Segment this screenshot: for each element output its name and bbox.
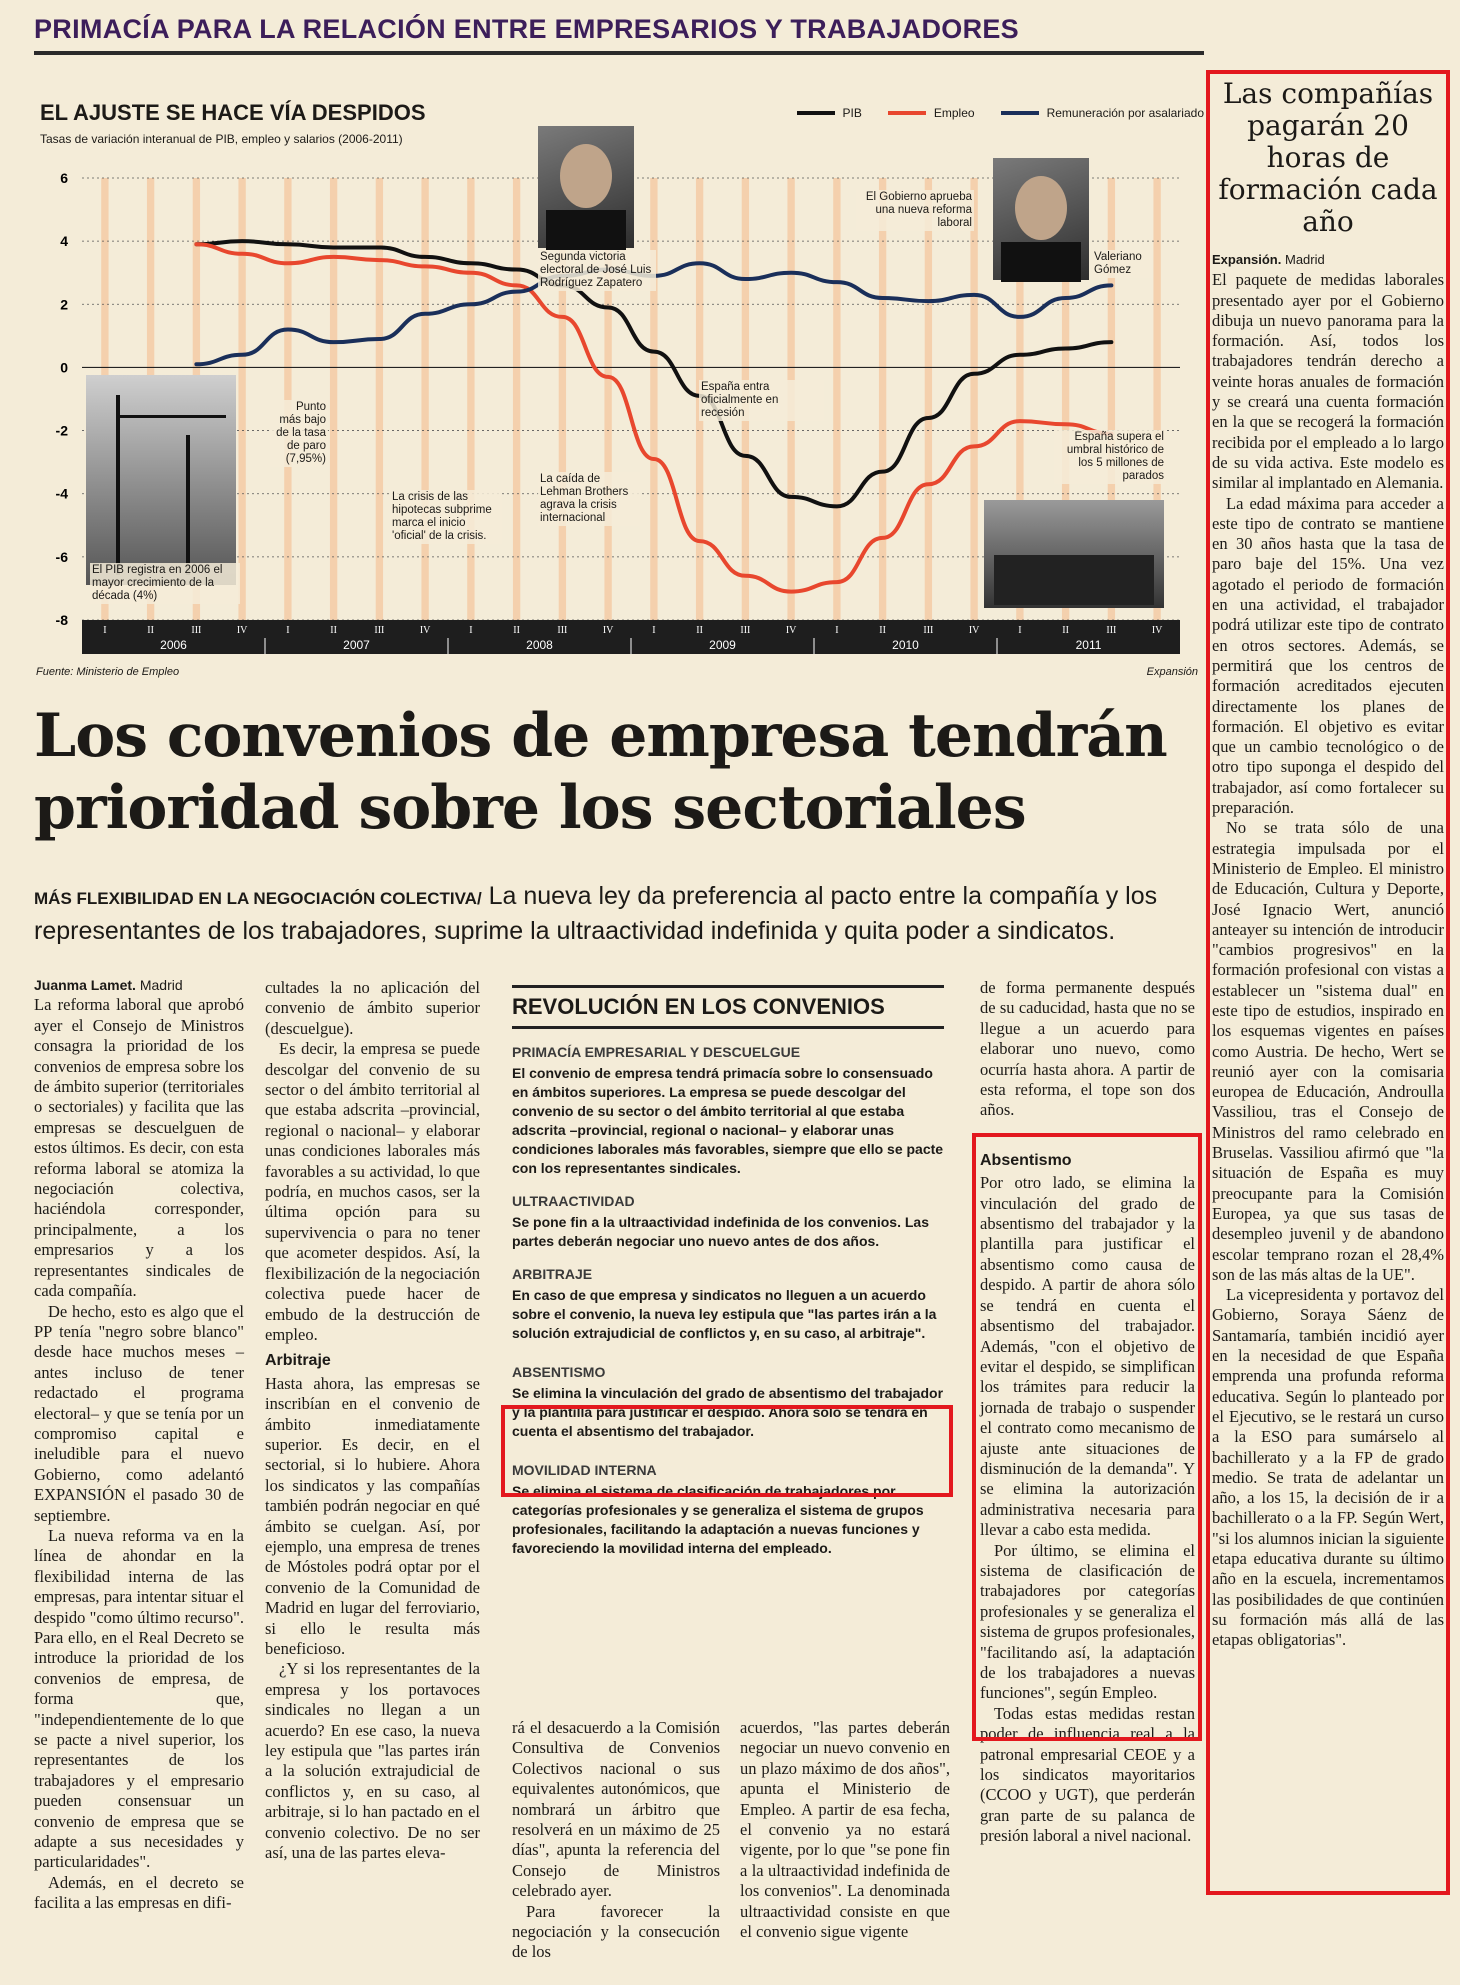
legend-item-empleo — [888, 106, 975, 120]
paragraph: cultades la no aplicación del convenio de ámbito superior (descuelgue). — [265, 978, 480, 1038]
paragraph: Todas estas medidas restan poder de influencia real a la patronal empresarial CEOE y a los sindicatos mayoritarios (CCOO y UGT), que perderán gran parte de su palanca de presión laboral a nivel nacional. — [980, 1703, 1195, 1846]
chart-x-quarter-label: III — [191, 625, 202, 636]
paragraph: No se trata sólo de una estrategia impulsada por el Ministerio de Empleo. El ministro de Educación, Cultura y Deporte, José Ignacio Wert, anunció anteayer su intención de introducir "cambios progresivos" en la formación profesional con vistas a establecer un "sistema dual" en este tipo de estudios, inspirado en los esquemas vigentes en países como Austria. De hecho, Wert se reunió ayer con la comisaria europea de Educación, Androulla Vassiliou, tras el Consejo de Ministros del ramo celebrado en Bruselas. Vassiliou afirmó que "la situación de España es muy preocupante para la Comisión Europea, ya que sus tasas de desempleo juvenil y de abandono escolar temprano rozan el 28,4% son de las más altas de la UE". — [1212, 818, 1444, 1284]
valeriano-gomez-photo — [993, 158, 1089, 280]
chart-x-quarter-label: IV — [785, 625, 797, 636]
chart-x-quarter-label: I — [286, 625, 290, 636]
chart-x-quarter-label: III — [1106, 625, 1117, 636]
legend-swatch-pib — [797, 111, 835, 115]
chart-x-year-label: 2009 — [709, 638, 736, 652]
chart — [34, 90, 1204, 685]
chart-x-year-label: 2006 — [160, 638, 187, 652]
paragraph: La nueva reforma va en la línea de ahondar en la flexibilidad interna de las empresas, para intentar situar el despido "como último recurso". Para ello, en el Real Decreto se introduce la prioridad de los convenios de empresa, de forma que, "independientemente de lo que se pacte a nivel superior, los representantes de los trabajadores y el empresario pueden consensuar un convenio de empresa que se adapte a sus necesidades y particularidades". — [34, 1525, 244, 1872]
legend-item-remuneracion — [1001, 106, 1204, 120]
chart-annotation-paro-minimo: Punto más bajo de la tasa de paro (7,95%) — [270, 400, 328, 467]
chart-x-quarter-label: III — [923, 625, 934, 636]
chart-quarter-band — [513, 178, 520, 620]
chart-x-quarter-label: I — [835, 625, 839, 636]
paragraph: rá el desacuerdo a la Comisión Consultiva de Convenios Colectivos nacional o sus equivalentes autonómicos, que nombrará un árbitro que resolverá en un máximo de 25 días", apunta la referencia del Consejo de Ministros celebrado ayer. — [512, 1718, 720, 1901]
chart-x-quarter-label: I — [469, 625, 473, 636]
section-header — [34, 14, 1204, 55]
paragraph: acuerdos, "las partes deberán negociar un nuevo convenio en un plazo máximo de dos años", apunta el Ministerio de Empleo. A partir de esa fecha, el convenio ya no estará vigente, por lo que "se pone fin a la ultraactividad indefinida de los convenios". La denominada ultraactividad consiste en que el convenio sigue vigente — [740, 1718, 950, 1942]
highlight-frame-sidebar — [1206, 70, 1450, 1895]
chart-subtitle: Tasas de variación interanual de PIB, empleo y salarios (2006-2011) — [40, 132, 403, 146]
chart-quarter-band — [238, 178, 245, 620]
chart-quarter-band — [879, 178, 886, 620]
chart-x-quarter-label: IV — [602, 625, 614, 636]
box-section — [512, 1192, 944, 1251]
chart-quarter-band — [650, 178, 657, 620]
paragraph: Además, en el decreto se facilita a las empresas en difi- — [34, 1872, 244, 1913]
box-section-head: ABSENTISMO — [512, 1364, 606, 1380]
chart-annotation-pib-2006: El PIB registra en 2006 el mayor crecimiento de la década (4%) — [90, 563, 240, 604]
chart-annotation-reforma: El Gobierno aprueba una nueva reforma laboral — [856, 190, 974, 231]
chart-y-tick-label: 0 — [60, 359, 68, 376]
article-column-2 — [265, 978, 480, 1863]
chart-x-year-label: 2007 — [343, 638, 370, 652]
legend-swatch-empleo — [888, 111, 926, 115]
chart-x-quarter-label: II — [879, 625, 886, 636]
article-headline: Los convenios de empresa tendrán prioridad sobre los sectoriales — [34, 701, 1167, 843]
box-section-head: MOVILIDAD INTERNA — [512, 1462, 657, 1478]
chart-x-quarter-label: II — [513, 625, 520, 636]
chart-y-tick-label: -2 — [55, 422, 68, 439]
paragraph: La reforma laboral que aprobó ayer el Consejo de Ministros consagra la prioridad de los convenios de empresa sobre los de ámbito superior (territoriales o sectoriales) y facilita que las empresas se descuelguen de estos últimos. Es decir, con esta reforma laboral se atomiza la negociación colectiva, haciéndola corresponder, principalmente, a los empresarios y a los representantes sindicales de cada compañía. — [34, 995, 244, 1301]
box-section — [512, 1043, 944, 1178]
box-section-text: Se elimina el sistema de clasificación de trabajadores por categorías profesionales y se generaliza el sistema de grupos profesionales, facilitando la adaptación a nuevas funciones y favoreciendo la movilidad interna del empleado. — [512, 1483, 924, 1556]
legend-label-empleo: Empleo — [933, 106, 975, 120]
chart-x-quarter-label: IV — [236, 625, 248, 636]
section-header-text: PRIMACÍA PARA LA RELACIÓN ENTRE EMPRESARIOS Y TRABAJADORES — [34, 14, 1019, 44]
chart-quarter-band — [376, 178, 383, 620]
construction-cranes-photo — [86, 375, 236, 585]
chart-credit: Expansión — [1146, 666, 1198, 678]
deck-kicker: MÁS FLEXIBILIDAD EN LA NEGOCIACIÓN COLECTIVA/ — [34, 889, 482, 908]
chart-x-quarter-label: II — [1062, 625, 1069, 636]
paragraph: ¿Y si los representantes de la empresa y los portavoces sindicales no llegan a un acuerdo? En ese caso, la nueva ley estipula que "las partes irán a la solución extrajudicial de conflictos y, en su caso, al arbitraje, si lo han pactado en el convenio colectivo. De no ser así, una de las partes eleva- — [265, 1659, 480, 1863]
sidebar-byline-place: Madrid — [1284, 252, 1325, 267]
chart-x-quarter-label: II — [696, 625, 703, 636]
box-title: REVOLUCIÓN EN LOS CONVENIOS — [512, 985, 944, 1029]
chart-x-year-label: 2008 — [526, 638, 553, 652]
sidebar-headline: Las compañías pagarán 20 horas de formación cada año — [1218, 77, 1438, 238]
box-section-head: ARBITRAJE — [512, 1266, 593, 1282]
box-section-text: El convenio de empresa tendrá primacía sobre lo consensuado en ámbitos superiores. La empresa se puede descolgar del convenio de su sector o del ámbito territorial al que estaba adscrita –provincial, regional o nacional– y elaborar unas condiciones laborales más favorables, siempre que ello se pacte con los representantes sindicales. — [512, 1065, 944, 1176]
legend-label-remuneracion: Remuneración por asalariado — [1046, 106, 1204, 120]
chart-x-quarter-label: I — [652, 625, 656, 636]
chart-quarter-band — [330, 178, 337, 620]
chart-quarter-band — [925, 178, 932, 620]
subhead-arbitraje: Arbitraje — [265, 1352, 331, 1370]
chart-y-tick-label: -4 — [55, 485, 68, 502]
chart-annotation-valeriano: Valeriano Gómez — [1092, 250, 1152, 278]
chart-annotation-zapatero: Segunda victoria electoral de José Luis Rodríguez Zapatero — [538, 250, 656, 291]
paragraph: Es decir, la empresa se puede descolgar del convenio de su sector o del ámbito territorial al que estaba adscrita –provincial, regional o nacional– y elaborar unas condiciones laborales más favorables a su actividad, lo que podría, en muchos casos, ser la última opción para su supervivencia o para no tener que acometer despidos. Así, la flexibilización de la negociación colectiva puede hacer de embudo de la destrucción de empleo. — [265, 1039, 480, 1344]
box-section-head: ULTRAACTIVIDAD — [512, 1193, 635, 1209]
legend-item-pib — [797, 106, 862, 120]
chart-source: Fuente: Ministerio de Empleo — [36, 666, 180, 678]
chart-x-quarter-label: I — [1018, 625, 1022, 636]
chart-x-quarter-label: III — [374, 625, 385, 636]
chart-title: EL AJUSTE SE HACE VÍA DESPIDOS — [40, 100, 426, 125]
subhead-absentismo: Absentismo — [980, 1151, 1072, 1169]
chart-y-tick-label: 2 — [60, 296, 68, 313]
box-section-text: Se pone fin a la ultraactividad indefinida de los convenios. Las partes deberán negociar uno nuevo antes de dos años. — [512, 1214, 929, 1249]
paragraph: De hecho, esto es algo que el PP tenía "negro sobre blanco" desde hace muchos meses –antes incluso de tener redactado el programa electoral– y que se tenía por un compromiso capital e ineludible para el nuevo Gobierno, como adelantó EXPANSIÓN el pasado 30 de septiembre. — [34, 1301, 244, 1525]
chart-annotation-subprime: La crisis de las hipotecas subprime marca el inicio 'oficial' de la crisis. — [390, 490, 502, 544]
box-section-head: PRIMACÍA EMPRESARIAL Y DESCUELGUE — [512, 1044, 801, 1060]
paragraph: Hasta ahora, las empresas se inscribían en el convenio de ámbito inmediatamente superior. Es decir, en el sectorial, si lo hubiere. Ahora los sindicatos y las compañías también podrán negociar en qué ámbito se cuelgan. Así, por ejemplo, una empresa de trenes de Móstoles podrá optar por el convenio de la Comunidad de Madrid en lugar del ferroviario, si ello le resulta más beneficioso. — [265, 1373, 480, 1658]
unemployment-queue-photo — [984, 500, 1164, 608]
highlight-frame-absentismo — [972, 1133, 1202, 1741]
zapatero-photo — [538, 126, 634, 248]
chart-quarter-band — [970, 178, 977, 620]
chart-x-quarter-label: IV — [968, 625, 980, 636]
paragraph: Por otro lado, se elimina la vinculación del grado de absentismo del trabajador y la plantilla para justificar el absentismo como causa de despido. A partir de ahora sólo se tendrá en cuenta el absentismo del trabajador. Además, "con el objetivo de evitar el despido, se simplifican los trámites para reducir la jornada de trabajo o suspender el contrato como mecanismo de ajuste ante situaciones de disminución de la demanda". Y se elimina la autorización administrativa necesaria para llevar a cabo esta medida. — [980, 1173, 1195, 1540]
chart-x-quarter-label: IV — [1151, 625, 1163, 636]
chart-x-quarter-label: II — [147, 625, 154, 636]
chart-annotation-recesion: España entra oficialmente en recesión — [699, 380, 824, 421]
chart-x-year-label: 2010 — [892, 638, 919, 652]
chart-quarter-band — [833, 178, 840, 620]
chart-x-quarter-label: III — [740, 625, 751, 636]
paragraph: El paquete de medidas laborales presentado ayer por el Gobierno dibuja un nuevo panorama para la formación. Así, todos los trabajadores tendrán derecho a veinte horas anuales de formación y se creará una cuenta formación en la que se recogerá la formación recibida por el empleado a lo largo de su vida activa. Este modelo es similar al implantado en Alemania. — [1212, 270, 1444, 493]
highlight-frame-box-absentismo — [501, 1405, 953, 1497]
article-column-4 — [740, 1718, 950, 1942]
chart-annotation-lehman: La caída de Lehman Brothers agrava la crisis internacional — [538, 472, 640, 526]
legend-swatch-remuneracion — [1001, 111, 1039, 115]
chart-quarter-band — [467, 178, 474, 620]
article-byline — [34, 975, 244, 995]
paragraph: Por último, se elimina el sistema de clasificación de trabajadores por categorías profesionales y se generaliza el sistema de grupos profesionales, "facilitando así, la adaptación de los trabajadores a nuevas funciones", según Empleo. — [980, 1540, 1195, 1703]
paragraph: La vicepresidenta y portavoz del Gobierno, Soraya Sáenz de Santamaría, también incidió ayer en la necesidad de que España emprenda una profunda reforma educativa. Según lo planteado por el Ejecutivo, se le restará un curso a la ESO para sumárselo al bachillerato y a la FP de grado medio. Se trata de adelantar un año, a los 15, la decisión de ir a bachillerato o a la FP. Según Wert, "si los alumnos inician la siguiente etapa educativa durante su último año en la escuela, incrementamos las posibilidades de que continúen su formación más allá de las etapas obligatorias". — [1212, 1285, 1444, 1650]
box-section — [512, 1265, 944, 1343]
chart-y-tick-label: -8 — [55, 612, 68, 628]
chart-legend — [797, 106, 1204, 120]
deck-text: La nueva ley da preferencia al pacto entre la compañía y los representantes de los trabajadores, suprime la ultraactividad indefinida y quita poder a sindicatos. — [34, 882, 1158, 945]
box-section-text: Se elimina la vinculación del grado de absentismo del trabajador y la plantilla para justificar el despido. Ahora sólo se tendrá en cuenta el absentismo del trabajador. — [512, 1385, 944, 1439]
paragraph: La edad máxima para acceder a este tipo de contrato se mantiene en 30 años hasta que la tasa de paro baje del 15%. Una vez agotado el periodo de formación en una actividad, el trabajador podrá utilizar este tipo de contrato en otros sectores. Además, se permitirá que los centros de formación acreditados ejecuten directamente los planes de formación. El objetivo es evitar que un cambio tecnológico o de otro tipo suponga el despido del trabajador, así como fortalecer su preparación. — [1212, 493, 1444, 818]
chart-x-quarter-label: I — [103, 625, 107, 636]
chart-x-quarter-label: IV — [419, 625, 431, 636]
paragraph: de forma permanente después de su caducidad, hasta que no se llegue a un acuerdo para elaborar uno nuevo, como ocurría hasta ahora. A partir de esta reforma, el tope son dos años. — [980, 978, 1195, 1120]
byline-place: Madrid — [139, 977, 183, 993]
chart-x-quarter-label: II — [330, 625, 337, 636]
chart-y-tick-label: -6 — [55, 548, 68, 565]
sidebar-byline-name: Expansión. — [1212, 252, 1282, 267]
chart-x-year-label: 2011 — [1075, 638, 1102, 652]
chart-quarter-band — [421, 178, 428, 620]
chart-y-tick-label: 4 — [60, 233, 68, 250]
chart-annotation-cinco-millones: España supera el umbral histórico de los 5 millones de parados — [1054, 430, 1166, 484]
byline-name: Juanma Lamet. — [34, 977, 136, 993]
article-column-1 — [34, 975, 244, 1914]
article-column-3 — [512, 1718, 720, 1963]
paragraph: Para favorecer la negociación y la consecución de los — [512, 1901, 720, 1962]
article-deck — [34, 880, 1194, 948]
chart-y-tick-label: 6 — [60, 170, 68, 186]
chart-x-quarter-label: III — [557, 625, 568, 636]
box-section-text: En caso de que empresa y sindicatos no lleguen a un acuerdo sobre el convenio, la nueva ley estipula que "las partes irán a la solución extrajudicial de conflictos y, en su caso, al arbitraje". — [512, 1287, 937, 1341]
legend-label-pib: PIB — [842, 106, 862, 120]
